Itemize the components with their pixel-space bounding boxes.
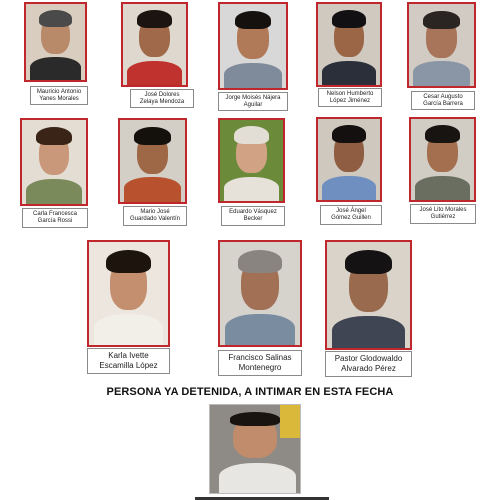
flag-patch	[280, 405, 300, 438]
name-caption	[320, 205, 382, 225]
portrait-photo	[87, 240, 170, 347]
name-line-1: José Ángel	[336, 208, 366, 214]
shoulders	[224, 177, 279, 201]
shoulders	[26, 179, 82, 204]
shoulders	[415, 176, 470, 200]
hair	[106, 250, 150, 273]
detained-portrait-photo	[209, 404, 301, 494]
name-caption	[22, 208, 88, 228]
name-line-2: Becker	[243, 216, 263, 222]
portrait-photo	[316, 117, 382, 202]
hair	[425, 125, 460, 143]
name-line-2: Montenegro	[238, 363, 282, 372]
portrait-photo	[20, 118, 88, 206]
name-line-2: Gutiérrez	[430, 214, 456, 220]
name-line-2: López Jiménez	[329, 97, 371, 104]
hair	[332, 125, 367, 143]
portrait-photo	[118, 118, 187, 204]
hair	[134, 127, 170, 145]
shoulders	[30, 57, 82, 80]
hair	[423, 11, 459, 29]
name-caption	[130, 89, 194, 108]
portrait-photo	[121, 2, 188, 87]
shoulders	[127, 61, 182, 85]
hair	[137, 10, 172, 28]
name-caption	[87, 348, 170, 374]
name-caption	[30, 86, 88, 105]
portrait-photo	[325, 240, 412, 350]
portrait-photo	[409, 117, 476, 202]
name-caption	[411, 91, 475, 110]
shoulders	[124, 177, 181, 202]
hair	[332, 10, 367, 28]
shoulders	[94, 314, 164, 345]
name-caption	[410, 204, 476, 224]
hair	[36, 127, 72, 145]
name-line-1: Mario José	[140, 209, 170, 215]
name-caption	[218, 92, 288, 111]
name-line-1: Mauricio Antonio	[36, 88, 82, 95]
name-line-2: Guardado Valentín	[130, 216, 180, 222]
shoulders	[413, 61, 470, 86]
name-caption	[318, 88, 382, 107]
name-caption	[218, 350, 302, 376]
name-line-1: Francisco Salinas	[228, 353, 292, 362]
name-line-1: Nelson Humberto	[326, 90, 374, 97]
name-line-1: Eduardo Vásquez	[229, 209, 277, 215]
name-line-2: Escamilla López	[99, 361, 158, 370]
detained-headline: PERSONA YA DETENIDA, A INTIMAR EN ESTA FECHA	[106, 386, 394, 398]
portrait-photo	[218, 118, 285, 203]
name-line-2: Gómez Guillen	[331, 215, 371, 221]
name-line-2: Zelaya Mendoza	[139, 98, 185, 105]
name-line-2: Alvarado Pérez	[341, 364, 396, 373]
shoulders	[225, 314, 295, 345]
name-line-1: José Lito Morales	[419, 207, 467, 213]
hair	[238, 250, 283, 273]
name-line-2: Yanes Morales	[39, 95, 79, 102]
name-caption	[325, 351, 412, 377]
name-line-1: Cesar Augusto	[423, 93, 463, 100]
name-line-2: García Rossi	[37, 218, 73, 224]
portrait-photo	[407, 2, 476, 88]
shoulders	[322, 176, 377, 200]
shoulders	[332, 316, 405, 348]
name-line-1: Pastor Glodowaldo	[334, 354, 403, 363]
portrait-photo	[218, 2, 288, 90]
name-line-2: García Barrera	[423, 100, 463, 107]
hair	[345, 250, 392, 273]
name-line-2: Aguilar	[243, 101, 263, 108]
hair	[235, 11, 272, 29]
name-caption	[221, 206, 285, 226]
name-caption	[123, 206, 187, 226]
name-line-1: Jorge Moisés Nájera	[225, 94, 281, 101]
portrait-photo	[218, 240, 302, 347]
hair	[39, 10, 72, 27]
hair	[234, 126, 269, 144]
shoulders	[224, 63, 282, 88]
portrait-photo	[24, 2, 87, 82]
hair	[230, 412, 280, 426]
name-line-1: José Dolores	[144, 91, 180, 98]
portrait-photo	[316, 2, 382, 87]
name-line-1: Carla Francesca	[32, 211, 77, 217]
shoulders	[219, 463, 296, 493]
name-line-1: Karla Ivette	[108, 351, 149, 360]
shoulders	[322, 61, 377, 85]
